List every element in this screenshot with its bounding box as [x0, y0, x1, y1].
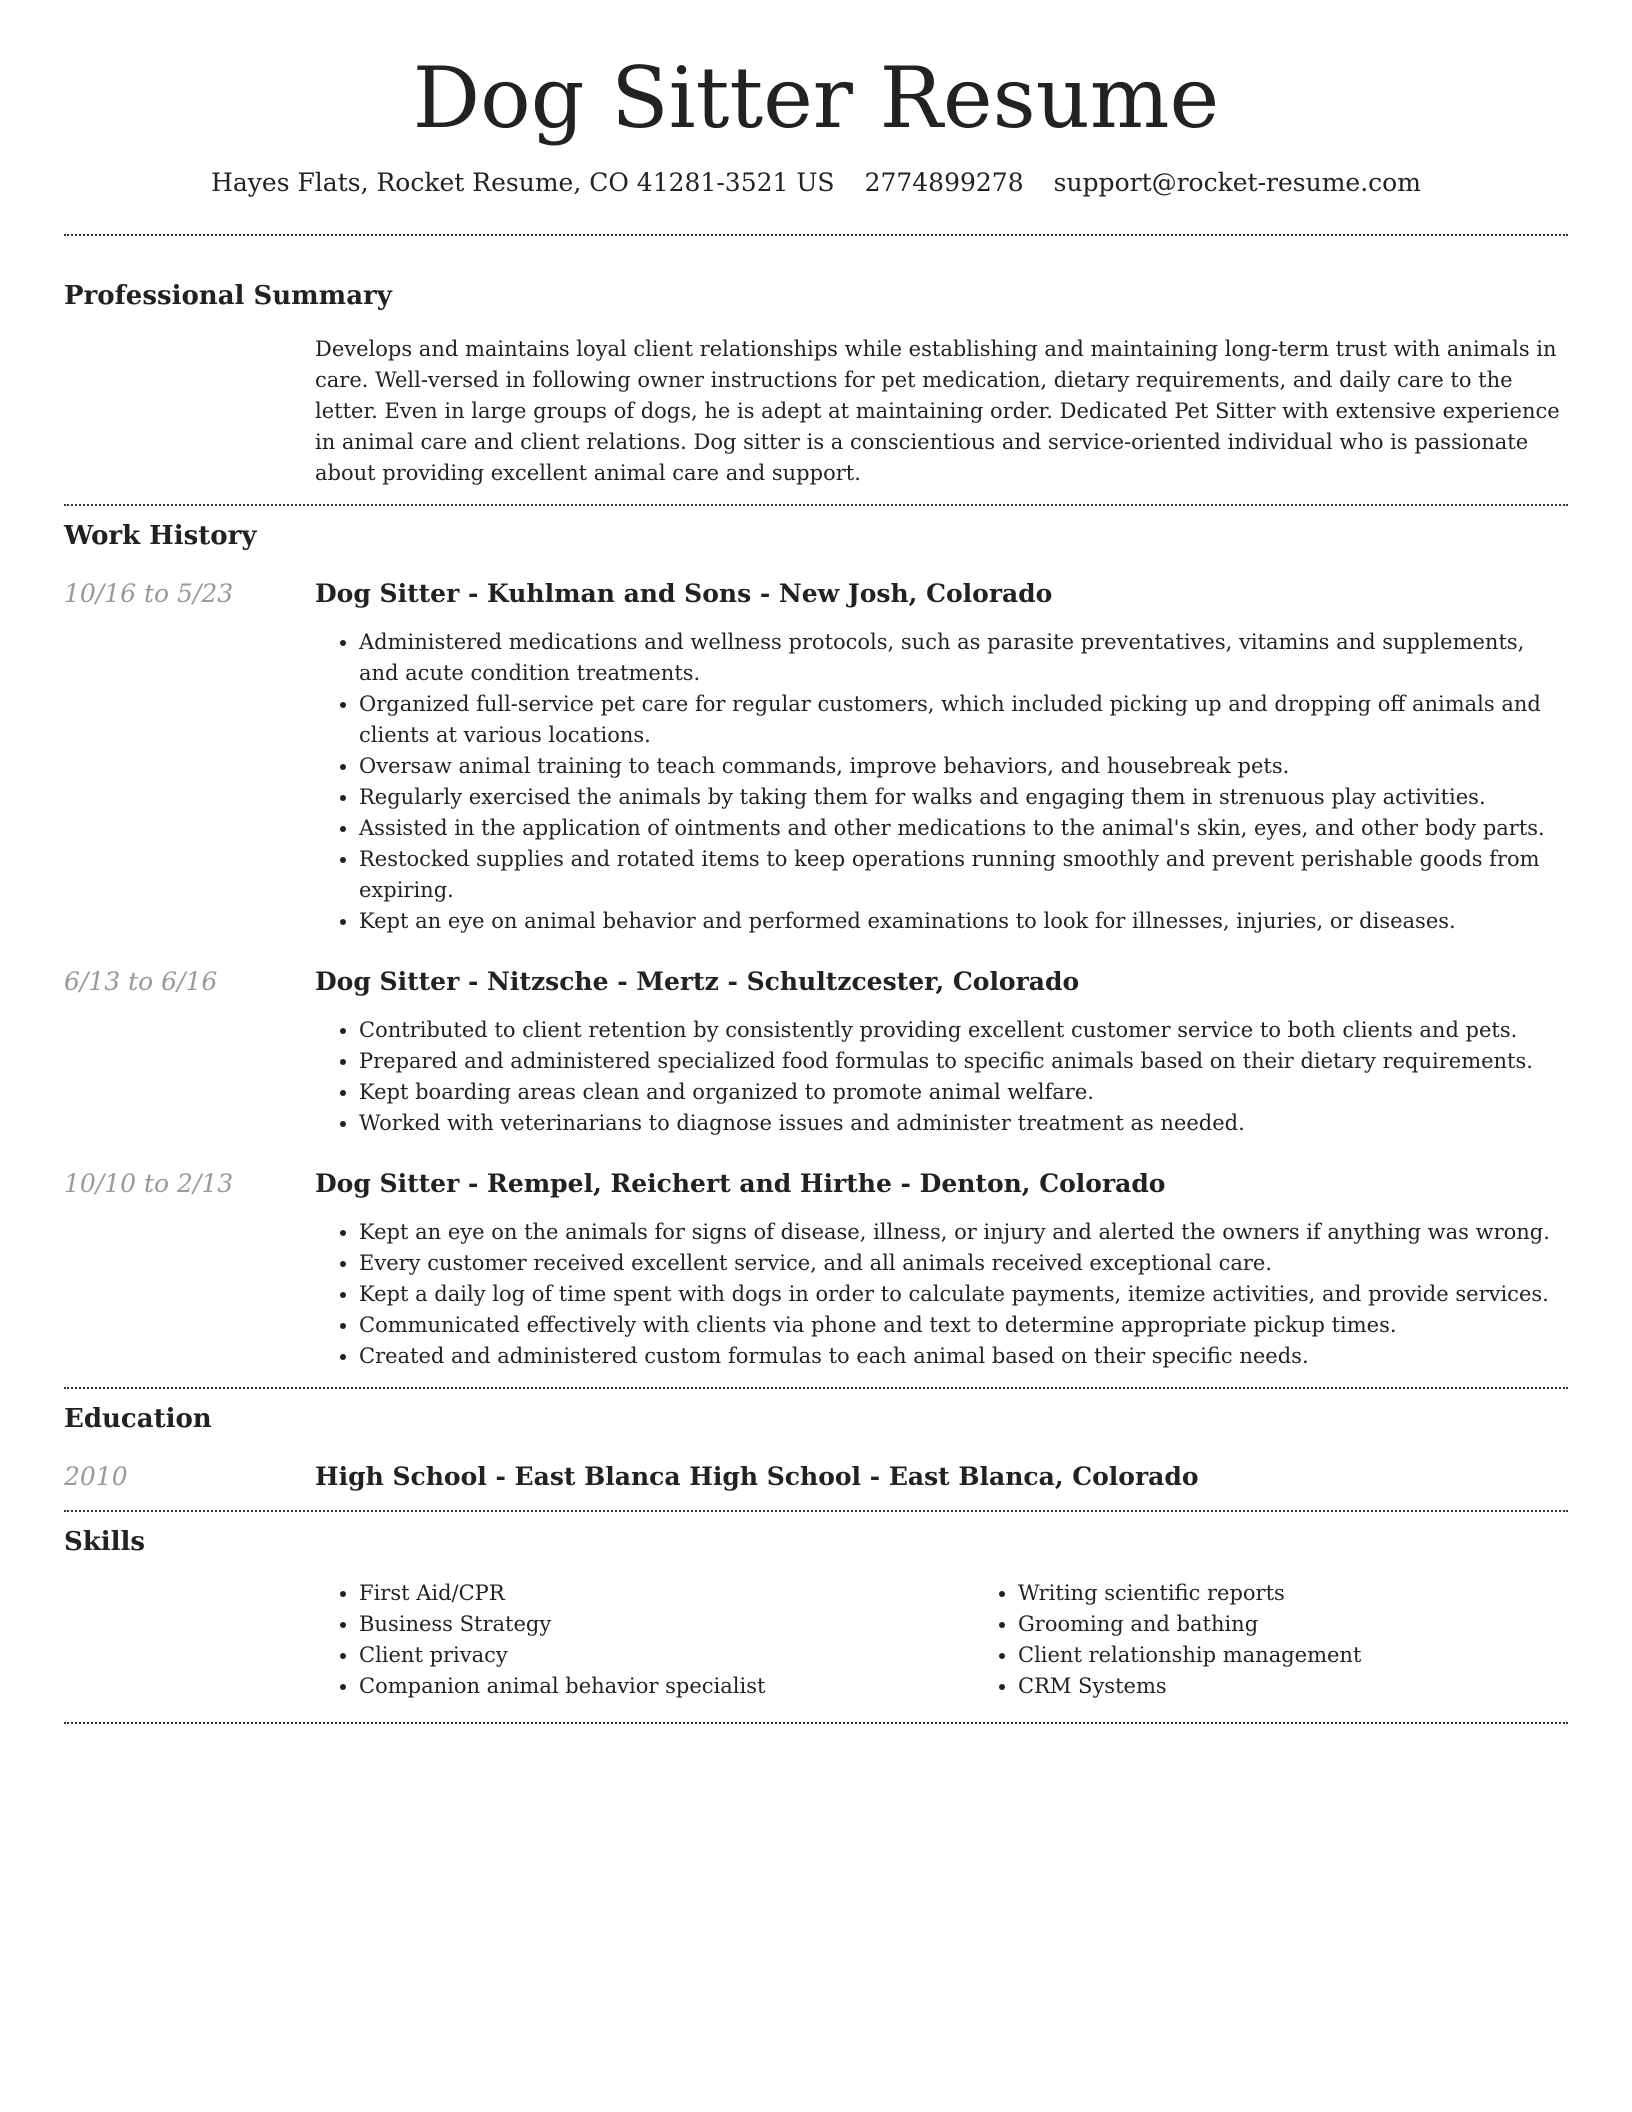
skill-item: • CRM Systems [1018, 1671, 1632, 1702]
skill-item: • Companion animal behavior specialist [359, 1671, 974, 1702]
skill-item: • Client privacy [359, 1640, 974, 1671]
contact-line [64, 168, 1568, 197]
summary-section [64, 283, 1568, 489]
job-bullets [315, 1217, 1568, 1372]
work-section [64, 523, 1568, 1372]
contact-address: Hayes Flats, Rocket Resume, CO 41281-3521 US [211, 168, 835, 197]
skill-item: • Business Strategy [359, 1609, 974, 1640]
job-bullets [315, 627, 1568, 937]
job-title: Dog Sitter - Nitzsche - Mertz - Schultzcester, Colorado [315, 967, 1080, 996]
job-bullet: • Kept an eye on animal behavior and performed examinations to look for illnesses, injuries, or diseases. [359, 906, 1568, 937]
skills-section [64, 1529, 1568, 1702]
divider [64, 234, 1568, 236]
skill-item: • Client relationship management [1018, 1640, 1632, 1671]
skills-row [64, 1578, 1568, 1702]
job-title: Dog Sitter - Kuhlman and Sons - New Josh, Colorado [315, 579, 1053, 608]
education-title: Education [64, 1404, 212, 1434]
education-entry [64, 1462, 1568, 1492]
summary-spacer [64, 334, 315, 489]
job-bullet: • Communicated effectively with clients via phone and text to determine appropriate pickup times. [359, 1310, 1568, 1341]
job-bullet: • Restocked supplies and rotated items to keep operations running smoothly and prevent perishable goods from expiring. [359, 844, 1568, 906]
job-dates: 10/10 to 2/13 [64, 1169, 234, 1198]
education-section [64, 1406, 1568, 1492]
summary-text: Develops and maintains loyal client relationships while establishing and maintaining long-term trust with animals in care. Well-versed in following owner instructions for pet medication, dietary requirements, and daily care to the letter. Even in large groups of dogs, he is adept at maintaining order. Dedicated Pet Sitter with extensive experience in animal care and client relations. Dog sitter is a conscientious and service-oriented individual who is passionate about providing excellent animal care and support. [315, 337, 1560, 485]
job-body [315, 967, 1568, 1139]
job-dates: 10/16 to 5/23 [64, 579, 234, 608]
job-bullet: • Administered medications and wellness protocols, such as parasite preventatives, vitamins and supplements, and acute condition treatments. [359, 627, 1568, 689]
job-bullets [315, 1015, 1568, 1139]
job-bullet: • Kept boarding areas clean and organized to promote animal welfare. [359, 1077, 1568, 1108]
job-bullet: • Worked with veterinarians to diagnose issues and administer treatment as needed. [359, 1108, 1568, 1139]
job-dates: 6/13 to 6/16 [64, 967, 218, 996]
summary-body [315, 334, 1568, 489]
contact-email: support@rocket-resume.com [1053, 168, 1421, 197]
job-body [315, 579, 1568, 937]
skill-item: • Grooming and bathing [1018, 1609, 1632, 1640]
skill-item: • First Aid/CPR [359, 1578, 974, 1609]
skills-title: Skills [64, 1527, 146, 1557]
education-body [315, 1462, 1568, 1492]
divider [64, 1510, 1568, 1512]
skills-spacer [64, 1578, 315, 1702]
job-bullet: • Created and administered custom formulas to each animal based on their specific needs. [359, 1341, 1568, 1372]
job-bullet: • Prepared and administered specialized food formulas to specific animals based on their dietary requirements. [359, 1046, 1568, 1077]
job-bullet: • Every customer received excellent service, and all animals received exceptional care. [359, 1248, 1568, 1279]
work-title: Work History [64, 521, 257, 551]
job-bullet: • Oversaw animal training to teach commands, improve behaviors, and housebreak pets. [359, 751, 1568, 782]
resume-name: Dog Sitter Resume [412, 49, 1220, 147]
summary-title: Professional Summary [64, 281, 392, 311]
job-bullet: • Assisted in the application of ointments and other medications to the animal's skin, eyes, and other body parts. [359, 813, 1568, 844]
divider [64, 1387, 1568, 1389]
job-bullet: • Kept a daily log of time spent with dogs in order to calculate payments, itemize activities, and provide services. [359, 1279, 1568, 1310]
job-entry [64, 967, 1568, 1139]
skill-item: • Writing scientific reports [1018, 1578, 1632, 1609]
job-bullet: • Contributed to client retention by consistently providing excellent customer service to both clients and pets. [359, 1015, 1568, 1046]
job-body [315, 1169, 1568, 1372]
contact-phone: 2774899278 [864, 168, 1024, 197]
divider [64, 504, 1568, 506]
job-title: Dog Sitter - Rempel, Reichert and Hirthe - Denton, Colorado [315, 1169, 1166, 1198]
summary-row [64, 334, 1568, 489]
skills-list-left [315, 1578, 974, 1702]
job-bullet: • Kept an eye on the animals for signs of disease, illness, or injury and alerted the owners if anything was wrong. [359, 1217, 1568, 1248]
resume-page [64, 0, 1568, 1724]
divider [64, 1722, 1568, 1724]
skills-lists [315, 1578, 1632, 1702]
job-bullet: • Organized full-service pet care for regular customers, which included picking up and dropping off animals and clients at various locations. [359, 689, 1568, 751]
job-entry [64, 1169, 1568, 1372]
education-year: 2010 [64, 1462, 128, 1491]
job-bullet: • Regularly exercised the animals by taking them for walks and engaging them in strenuous play activities. [359, 782, 1568, 813]
skills-list-right [974, 1578, 1632, 1702]
job-entry [64, 579, 1568, 937]
education-text: High School - East Blanca High School - East Blanca, Colorado [315, 1462, 1199, 1491]
